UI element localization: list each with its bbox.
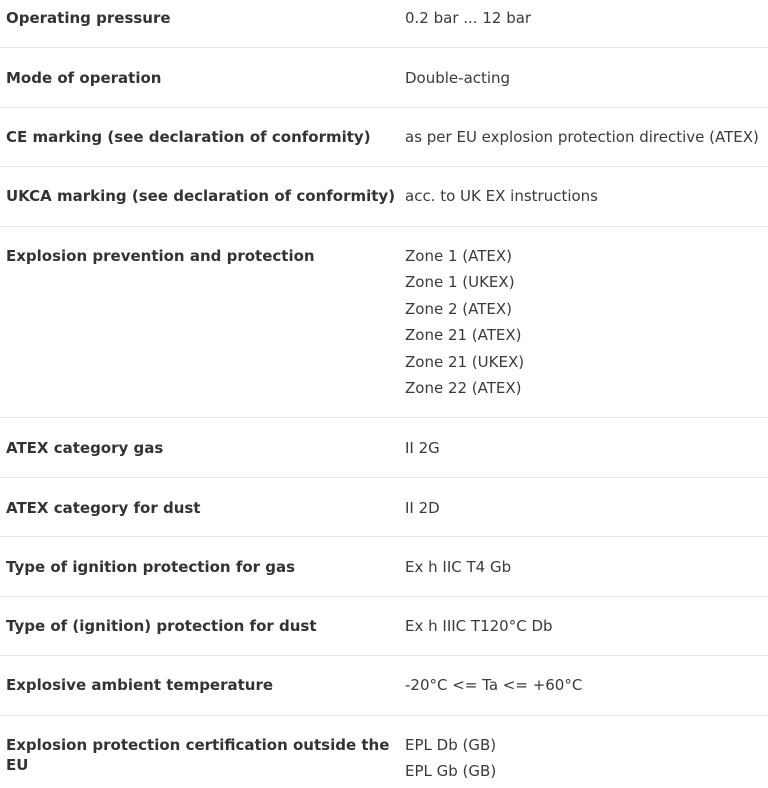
spec-value: II 2D [405,498,440,517]
spec-row-ignition-gas [0,536,768,596]
spec-value: as per EU explosion protection directive (ATEX) [405,127,759,146]
spec-value: 0.2 bar ... 12 bar [405,9,532,27]
spec-value: Zone 22 (ATEX) [405,379,522,397]
spec-value-cell [398,596,768,655]
spec-row-atex-gas [0,417,768,477]
spec-row-ambient-temperature [0,655,768,715]
spec-label: ATEX category gas [6,438,164,457]
spec-row-certification-outside-eu [0,715,768,788]
spec-value-cell [398,0,768,47]
spec-value: Zone 1 (ATEX) [405,246,512,265]
spec-label: Type of ignition protection for gas [6,557,296,576]
spec-value: Zone 2 (ATEX) [405,299,512,318]
spec-value: acc. to UK EX instructions [405,186,598,205]
spec-value-cell [398,715,768,788]
spec-value-cell [398,417,768,477]
spec-label: Operating pressure [6,9,171,27]
spec-label: ATEX category for dust [6,498,201,517]
spec-value: EPL Gb (GB) [405,762,497,780]
spec-label: CE marking (see declaration of conformity) [6,127,371,146]
spec-value-cell [398,536,768,596]
spec-row-ignition-dust [0,596,768,655]
spec-label: Explosion prevention and protection [6,246,315,265]
spec-row-ce-marking [0,107,768,166]
spec-value-cell [398,477,768,536]
spec-label: Explosion protection certification outside the EU [6,735,390,774]
spec-value: Ex h IIIC T120°C Db [405,616,553,635]
spec-row-explosion-prevention [0,226,768,417]
spec-value: EPL Db (GB) [405,735,497,754]
spec-row-atex-dust [0,477,768,536]
spec-value-cell [398,655,768,715]
spec-value-cell [398,166,768,226]
spec-row-mode-of-operation [0,47,768,107]
spec-label: Type of (ignition) protection for dust [6,616,317,635]
spec-value: -20°C <= Ta <= +60°C [405,675,583,694]
spec-value: Double-acting [405,68,511,87]
spec-value: II 2G [405,438,440,457]
spec-value: Zone 21 (ATEX) [405,326,522,344]
spec-value: Ex h IIC T4 Gb [405,557,512,576]
spec-row-ukca-marking [0,166,768,226]
spec-label: Explosive ambient temperature [6,675,274,694]
spec-value: Zone 21 (UKEX) [405,352,525,371]
spec-label: UKCA marking (see declaration of conformity) [6,186,396,205]
spec-label: Mode of operation [6,68,162,87]
spec-value-cell [398,226,768,417]
spec-value: Zone 1 (UKEX) [405,273,515,291]
spec-value-cell [398,107,768,166]
spec-row-operating-pressure [0,0,768,47]
spec-value-cell [398,47,768,107]
